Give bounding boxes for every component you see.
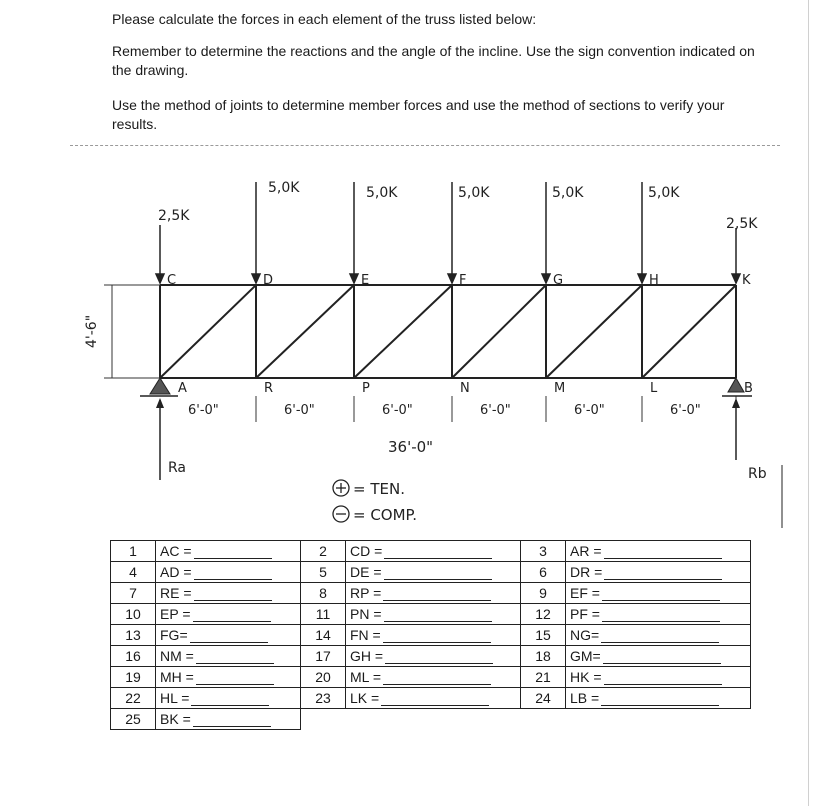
member-answer-cell	[346, 667, 521, 688]
member-number: 16	[111, 646, 156, 667]
member-number: 7	[111, 583, 156, 604]
top-node-label: K	[742, 273, 751, 288]
answer-blank[interactable]	[381, 704, 489, 706]
load-label: 2,5K	[158, 208, 190, 224]
top-node-label: H	[649, 273, 659, 288]
member-number: 14	[301, 625, 346, 646]
member-answer-cell	[566, 667, 751, 688]
answer-blank[interactable]	[601, 641, 719, 643]
load-arrowhead	[638, 274, 646, 283]
bottom-node-label: M	[554, 381, 566, 396]
member-number: 17	[301, 646, 346, 667]
member-number: 22	[111, 688, 156, 709]
member-number: 23	[301, 688, 346, 709]
legend-compression: = COMP.	[353, 506, 418, 524]
bottom-node-label: N	[460, 381, 470, 396]
top-node-label: D	[263, 273, 274, 288]
member-answer-cell	[566, 646, 751, 667]
member-number: 13	[111, 625, 156, 646]
member-label: DE =	[350, 564, 382, 580]
diagonal-member	[160, 285, 256, 378]
top-node-label: F	[459, 273, 467, 288]
member-label: MH =	[160, 669, 194, 685]
member-number: 25	[111, 709, 156, 730]
answer-blank[interactable]	[604, 557, 722, 559]
answer-blank[interactable]	[190, 641, 268, 643]
member-number: 10	[111, 604, 156, 625]
load-label: 5,0K	[268, 180, 300, 196]
panel-dimension-label: 6'-0"	[574, 403, 605, 418]
member-label: EP =	[160, 606, 191, 622]
member-label: NM =	[160, 648, 194, 664]
member-answer-cell	[156, 541, 301, 562]
member-answer-cell	[156, 646, 301, 667]
member-label: DR =	[570, 564, 603, 580]
member-label: GH =	[350, 648, 384, 664]
diagonal-member	[354, 285, 452, 378]
answer-blank[interactable]	[191, 704, 269, 706]
member-answer-cell	[566, 688, 751, 709]
member-number: 2	[301, 541, 346, 562]
member-number: 19	[111, 667, 156, 688]
member-answer-cell	[156, 562, 301, 583]
answer-blank[interactable]	[603, 662, 721, 664]
member-answer-cell	[346, 625, 521, 646]
bottom-node-label: A	[178, 381, 187, 396]
table-row	[111, 625, 751, 646]
member-number: 20	[301, 667, 346, 688]
panel-dimension-label: 6'-0"	[382, 403, 413, 418]
answer-blank[interactable]	[385, 662, 493, 664]
diagonal-member	[452, 285, 546, 378]
answer-blank[interactable]	[384, 620, 492, 622]
member-label: FN =	[350, 627, 381, 643]
table-row	[111, 562, 751, 583]
load-label: 2,5K	[726, 216, 758, 232]
dimension-lines	[188, 396, 736, 422]
panel-dimension-label: 6'-0"	[284, 403, 315, 418]
top-node-label: E	[361, 273, 370, 288]
bottom-node-label: R	[264, 381, 274, 396]
load-arrowhead	[156, 274, 164, 283]
member-label: LB =	[570, 690, 600, 706]
member-number: 12	[521, 604, 566, 625]
load-arrowhead	[542, 274, 550, 283]
answer-blank[interactable]	[384, 578, 492, 580]
member-answer-cell	[346, 583, 521, 604]
member-number: 8	[301, 583, 346, 604]
bottom-node-label: B	[744, 381, 753, 396]
member-label: HL =	[160, 690, 190, 706]
member-number: 5	[301, 562, 346, 583]
diagonal-member	[256, 285, 354, 378]
member-answer-cell	[566, 625, 751, 646]
table-row	[111, 688, 751, 709]
answer-blank[interactable]	[193, 620, 271, 622]
load-label: 5,0K	[552, 185, 584, 201]
top-node-label: C	[167, 273, 177, 288]
diagonal-member	[642, 285, 736, 378]
member-label: PN =	[350, 606, 382, 622]
member-label: GM=	[570, 648, 601, 664]
member-number: 6	[521, 562, 566, 583]
member-answer-cell	[156, 583, 301, 604]
member-label: EF =	[570, 585, 600, 601]
member-label: NG=	[570, 627, 600, 643]
member-answer-cell	[346, 688, 521, 709]
table-row	[111, 541, 751, 562]
load-label: 5,0K	[366, 185, 398, 201]
member-number: 18	[521, 646, 566, 667]
member-answer-cell	[566, 604, 751, 625]
member-answer-cell	[346, 541, 521, 562]
instruction-line-2: Remember to determine the reactions and the angle of the incline. Use the sign convention indicated on the drawing.	[112, 43, 755, 78]
member-answer-cell	[156, 688, 301, 709]
member-number: 24	[521, 688, 566, 709]
truss-members	[160, 285, 736, 378]
load-arrowhead	[350, 274, 358, 283]
answer-blank[interactable]	[383, 599, 491, 601]
reaction-arrowhead-right	[732, 398, 740, 408]
top-node-label: G	[553, 273, 564, 288]
height-label: 4'-6"	[84, 314, 100, 348]
answer-blank[interactable]	[602, 599, 720, 601]
legend-tension: = TEN.	[353, 480, 405, 498]
member-label: PF =	[570, 606, 600, 622]
member-label: HK =	[570, 669, 602, 685]
member-number: 15	[521, 625, 566, 646]
member-label: CD =	[350, 543, 383, 559]
member-number: 11	[301, 604, 346, 625]
answer-blank[interactable]	[384, 557, 492, 559]
table-row	[111, 646, 751, 667]
answer-blank[interactable]	[194, 557, 272, 559]
member-label: AD =	[160, 564, 192, 580]
member-answer-cell	[156, 667, 301, 688]
answer-blank[interactable]	[194, 578, 272, 580]
member-label: FG=	[160, 627, 188, 643]
member-number: 3	[521, 541, 566, 562]
load-label: 5,0K	[458, 185, 490, 201]
answer-blank[interactable]	[383, 683, 491, 685]
table-row	[111, 709, 751, 730]
member-label: RP =	[350, 585, 382, 601]
member-label: ML =	[350, 669, 381, 685]
answer-blank[interactable]	[604, 683, 722, 685]
member-answer-cell	[566, 562, 751, 583]
answer-blank[interactable]	[604, 578, 722, 580]
table-row	[111, 667, 751, 688]
roller-support-icon	[728, 378, 744, 392]
bottom-node-label: L	[650, 381, 658, 396]
load-arrowhead	[252, 274, 260, 283]
instruction-line-3: Use the method of joints to determine member forces and use the method of sections to verify your results.	[112, 97, 725, 132]
pin-support-icon	[150, 378, 170, 394]
bottom-node-label: P	[362, 381, 370, 396]
member-label: LK =	[350, 690, 380, 706]
member-answer-cell	[156, 625, 301, 646]
member-number: 4	[111, 562, 156, 583]
reaction-label-right: Rb	[748, 466, 767, 482]
member-answer-cell	[566, 583, 751, 604]
member-number: 9	[521, 583, 566, 604]
answer-blank[interactable]	[196, 683, 274, 685]
total-span-label: 36'-0"	[388, 438, 434, 456]
load-arrowhead	[448, 274, 456, 283]
table-row	[111, 583, 751, 604]
answer-blank[interactable]	[194, 599, 272, 601]
load-label: 5,0K	[648, 185, 680, 201]
member-answer-cell	[346, 562, 521, 583]
member-force-table	[110, 540, 751, 730]
panel-dimension-label: 6'-0"	[188, 403, 219, 418]
reaction-arrowhead-left	[156, 398, 164, 408]
member-label: RE =	[160, 585, 192, 601]
diagonal-member	[546, 285, 642, 378]
instruction-line-1: Please calculate the forces in each element of the truss listed below:	[112, 11, 537, 27]
answer-blank[interactable]	[601, 704, 719, 706]
answer-blank[interactable]	[383, 641, 491, 643]
member-number: 21	[521, 667, 566, 688]
member-label: AC =	[160, 543, 192, 559]
member-answer-cell	[346, 604, 521, 625]
answer-blank[interactable]	[193, 725, 271, 727]
answer-blank[interactable]	[602, 620, 720, 622]
load-arrowhead	[732, 274, 740, 283]
answer-blank[interactable]	[196, 662, 274, 664]
panel-dimension-label: 6'-0"	[670, 403, 701, 418]
panel-dimension-label: 6'-0"	[480, 403, 511, 418]
member-answer-cell	[156, 604, 301, 625]
member-answer-cell	[156, 709, 301, 730]
table-row	[111, 604, 751, 625]
member-label: BK =	[160, 711, 191, 727]
member-answer-cell	[566, 541, 751, 562]
member-label: AR =	[570, 543, 602, 559]
load-arrows	[156, 180, 758, 396]
member-answer-cell	[346, 646, 521, 667]
reaction-label-left: Ra	[168, 460, 186, 476]
member-number: 1	[111, 541, 156, 562]
